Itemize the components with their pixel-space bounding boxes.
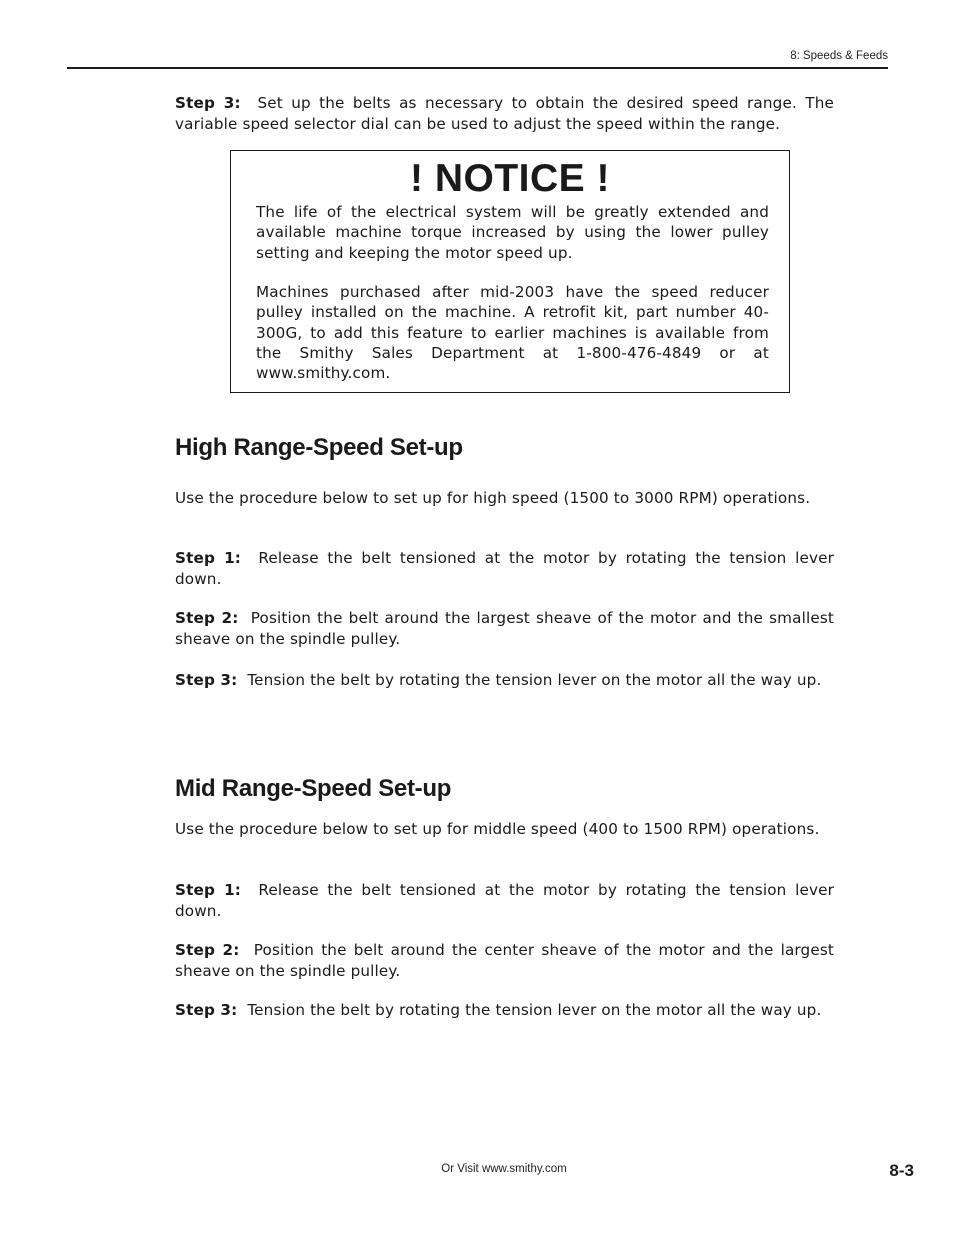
high-range-step-1 [175, 548, 834, 589]
mid-range-step-3 [175, 1000, 834, 1021]
notice-box [230, 150, 790, 393]
notice-paragraph-2: Machines purchased after mid-2003 have the speed reducer pulley installed on the machine. A retrofit kit, part number 40-300G, to add this feature to earlier machines is available from the Smithy Sales Department at 1-800-476-4849 or at www.smithy.com. [256, 283, 769, 383]
mid-range-heading: Mid Range-Speed Set-up [175, 775, 452, 802]
step-text: Release the belt tensioned at the motor by rotating the tension lever down. [175, 549, 834, 588]
footer-website: Or Visit www.smithy.com [441, 1163, 567, 1175]
high-range-intro: Use the procedure below to set up for high speed (1500 to 3000 RPM) operations. [175, 489, 811, 507]
step-text: Set up the belts as necessary to obtain the desired speed range. The variable speed selector dial can be used to adjust the speed within the range. [175, 94, 834, 133]
step-label: Step 3: [175, 94, 241, 112]
mid-range-step-1 [175, 880, 834, 921]
notice-paragraph-1: The life of the electrical system will be greatly extended and available machine torque increased by using the lower pulley setting and keeping the motor speed up. [256, 203, 769, 262]
intro-step-3 [175, 93, 834, 134]
step-text: Position the belt around the center sheave of the motor and the largest sheave on the spindle pulley. [175, 941, 834, 980]
step-label: Step 3: [175, 671, 238, 689]
step-text: Release the belt tensioned at the motor by rotating the tension lever down. [175, 881, 834, 920]
high-range-step-2 [175, 608, 834, 649]
step-label: Step 1: [175, 549, 242, 567]
step-label: Step 2: [175, 941, 240, 959]
header-rule [67, 67, 888, 69]
notice-title: ! NOTICE ! [410, 157, 610, 200]
step-label: Step 2: [175, 609, 239, 627]
high-range-step-3 [175, 670, 834, 691]
step-label: Step 3: [175, 1001, 238, 1019]
mid-range-intro: Use the procedure below to set up for middle speed (400 to 1500 RPM) operations. [175, 820, 820, 838]
high-range-heading: High Range-Speed Set-up [175, 434, 463, 461]
step-text: Tension the belt by rotating the tension lever on the motor all the way up. [247, 1001, 822, 1019]
page-number: 8-3 [889, 1161, 914, 1180]
step-text: Position the belt around the largest sheave of the motor and the smallest sheave on the spindle pulley. [175, 609, 834, 648]
step-text: Tension the belt by rotating the tension lever on the motor all the way up. [247, 671, 822, 689]
step-label: Step 1: [175, 881, 242, 899]
running-header: 8: Speeds & Feeds [790, 50, 888, 62]
mid-range-step-2 [175, 940, 834, 981]
